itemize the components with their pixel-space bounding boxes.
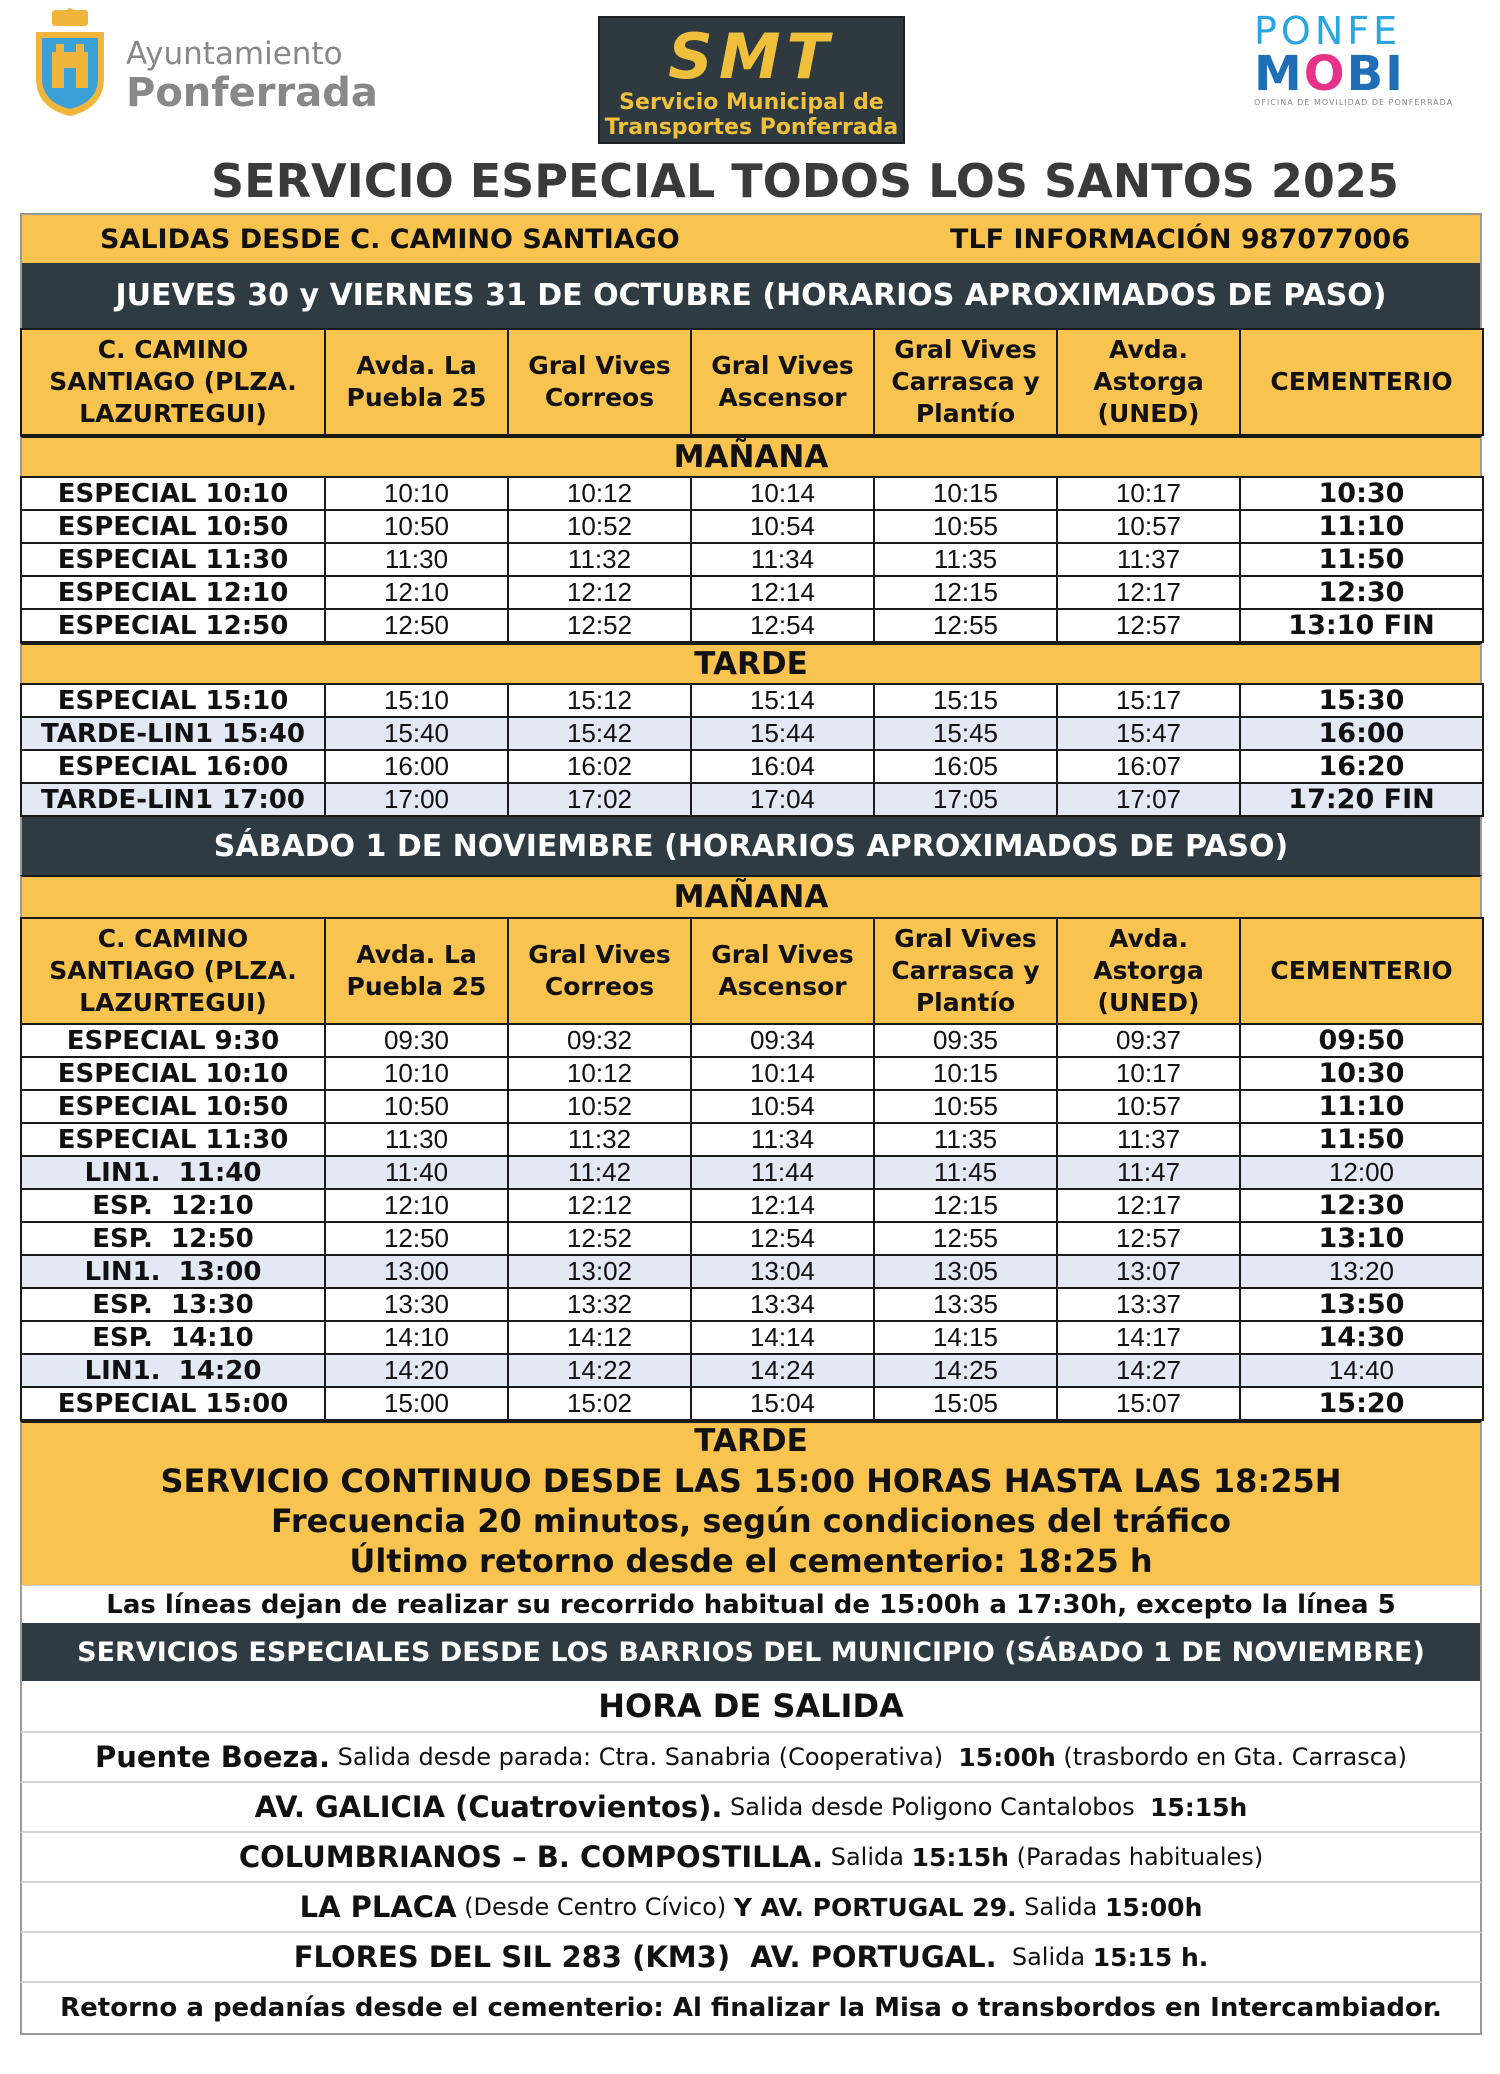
timetable-row [21,1090,1483,1123]
section2-title: SÁBADO 1 DE NOVIEMBRE (HORARIOS APROXIMADOS DE PASO) [20,817,1482,875]
city-shield-icon [30,8,110,118]
barrios-title: SERVICIOS ESPECIALES DESDE LOS BARRIOS DEL MUNICIPIO (SÁBADO 1 DE NOVIEMBRE) [20,1623,1482,1681]
barrio-name: COLUMBRIANOS – B. COMPOSTILLA. [238,1840,824,1874]
barrio-detail-2: Salida [1016,1893,1105,1921]
barrio-name: Puente Boeza. [94,1740,330,1774]
stop-time: 13:02 [508,1255,691,1288]
timetable-row [21,1057,1483,1090]
service-name: ESP. 12:10 [21,1189,325,1222]
barrio-row-av-galicia [20,1783,1482,1833]
barrio-name-2: Y AV. PORTUGAL 29. [733,1892,1017,1922]
timetable-row [21,1024,1483,1057]
stop-time: 12:14 [691,576,874,609]
stop-time: 10:54 [691,1090,874,1123]
stop-time: 16:02 [508,750,691,783]
stop-time: 10:10 [325,1057,508,1090]
stop-time: 13:30 [325,1288,508,1321]
stop-time: 13:32 [508,1288,691,1321]
barrio-detail: Salida desde parada: Ctra. Sanabria (Cooperativa) [329,1743,959,1771]
stop-time: 17:07 [1057,783,1240,816]
stop-time: 10:57 [1057,510,1240,543]
cemetery-time: 16:00 [1240,717,1483,750]
section1-afternoon-table [20,683,1484,817]
stop-time: 15:15 [874,684,1057,717]
stop-time: 09:30 [325,1024,508,1057]
stop-time: 13:07 [1057,1255,1240,1288]
stop-time: 14:12 [508,1321,691,1354]
stop-time: 10:52 [508,510,691,543]
column-header: Gral Vives Carrasca y Plantío [874,918,1057,1024]
stop-time: 12:12 [508,1189,691,1222]
cemetery-time: 11:50 [1240,1123,1483,1156]
stop-time: 15:07 [1057,1387,1240,1420]
frequency-text: Frecuencia 20 minutos, según condiciones del tráfico [271,1502,1231,1540]
barrio-time: 15:15h [911,1842,1009,1872]
stop-time: 10:57 [1057,1090,1240,1123]
stop-time: 12:57 [1057,1222,1240,1255]
stop-time: 13:00 [325,1255,508,1288]
stop-time: 12:52 [508,1222,691,1255]
stop-time: 15:00 [325,1387,508,1420]
timetable-row [21,576,1483,609]
barrio-detail: Salida [823,1843,912,1871]
stop-time: 14:14 [691,1321,874,1354]
service-name: ESPECIAL 10:50 [21,510,325,543]
stop-time: 13:35 [874,1288,1057,1321]
stop-time: 11:44 [691,1156,874,1189]
header [0,0,1500,208]
stop-time: 12:15 [874,576,1057,609]
timetable-row [21,477,1483,510]
section2-table [20,917,1484,1421]
smt-subtitle-2: Transportes Ponferrada [604,115,899,140]
service-name: TARDE-LIN1 15:40 [21,717,325,750]
return-note: Retorno a pedanías desde el cementerio: Al finalizar la Misa o transbordos en Intercambiador. [20,1983,1482,2035]
stop-time: 15:44 [691,717,874,750]
cemetery-time: 15:20 [1240,1387,1483,1420]
cemetery-time: 12:00 [1240,1156,1483,1189]
column-header: CEMENTERIO [1240,329,1483,435]
stop-time: 10:17 [1057,1057,1240,1090]
stop-time: 11:45 [874,1156,1057,1189]
stop-time: 12:10 [325,576,508,609]
stop-time: 14:20 [325,1354,508,1387]
stop-time: 11:37 [1057,543,1240,576]
timetable-row [21,750,1483,783]
stop-time: 11:37 [1057,1123,1240,1156]
mobi-tagline: OFICINA DE MOVILIDAD DE PONFERRADA [1254,98,1454,107]
column-header: Gral Vives Correos [508,918,691,1024]
phone-info: TLF INFORMACIÓN 987077006 [950,223,1410,255]
service-name: ESP. 12:50 [21,1222,325,1255]
ponfe-mobi-logo [1254,9,1454,112]
barrio-name: LA PLACA [299,1890,457,1924]
stop-time: 15:17 [1057,684,1240,717]
stop-time: 12:14 [691,1189,874,1222]
column-header: C. CAMINO SANTIAGO (PLZA. LAZURTEGUI) [21,918,325,1024]
stop-time: 12:50 [325,609,508,642]
cemetery-time: 13:10 FIN [1240,609,1483,642]
ayuntamiento-label: Ayuntamiento [126,36,343,72]
stop-time: 15:42 [508,717,691,750]
service-name: ESPECIAL 15:10 [21,684,325,717]
mobi-o: O [1303,46,1347,102]
stop-time: 12:57 [1057,609,1240,642]
stop-time: 10:12 [508,477,691,510]
service-name: ESP. 13:30 [21,1288,325,1321]
stop-time: 10:52 [508,1090,691,1123]
section2-morning-label: MAÑANA [20,875,1482,917]
stop-time: 15:04 [691,1387,874,1420]
timetable-row [21,1222,1483,1255]
barrio-time: 15:15 h. [1092,1942,1209,1972]
stop-time: 12:55 [874,1222,1057,1255]
stop-time: 15:40 [325,717,508,750]
cemetery-time: 13:20 [1240,1255,1483,1288]
stop-time: 17:02 [508,783,691,816]
stop-time: 12:52 [508,609,691,642]
service-name: ESPECIAL 10:50 [21,1090,325,1123]
barrio-row-puente-boeza [20,1733,1482,1783]
stop-time: 17:00 [325,783,508,816]
ponferrada-label: Ponferrada [126,70,378,116]
section2-afternoon-label: TARDE [20,1421,1482,1459]
column-header: Avda. La Puebla 25 [325,918,508,1024]
stop-time: 10:54 [691,510,874,543]
barrio-name: FLORES DEL SIL 283 (KM3) AV. PORTUGAL. [293,1940,997,1974]
service-name: ESPECIAL 15:00 [21,1387,325,1420]
departures-label: SALIDAS DESDE C. CAMINO SANTIAGO [100,223,680,255]
stop-time: 14:10 [325,1321,508,1354]
departure-time-heading: HORA DE SALIDA [20,1681,1482,1733]
stop-time: 16:05 [874,750,1057,783]
barrio-detail: (Desde Centro Cívico) [456,1893,734,1921]
stop-time: 15:12 [508,684,691,717]
column-header: C. CAMINO SANTIAGO (PLZA. LAZURTEGUI) [21,329,325,435]
stop-time: 11:32 [508,543,691,576]
column-header: Gral Vives Carrasca y Plantío [874,329,1057,435]
stop-time: 10:12 [508,1057,691,1090]
barrio-note: (Paradas habituales) [1008,1843,1264,1871]
timetable-row [21,1156,1483,1189]
cemetery-time: 10:30 [1240,477,1483,510]
column-header: Gral Vives Ascensor [691,329,874,435]
stop-time: 15:45 [874,717,1057,750]
cemetery-time: 15:30 [1240,684,1483,717]
barrio-row-columbrianos [20,1833,1482,1883]
stop-time: 12:17 [1057,576,1240,609]
stop-time: 14:25 [874,1354,1057,1387]
stop-time: 12:17 [1057,1189,1240,1222]
timetable-row [21,1354,1483,1387]
service-name: ESPECIAL 16:00 [21,750,325,783]
cemetery-time: 12:30 [1240,576,1483,609]
timetable-row [21,1189,1483,1222]
column-header: Avda. Astorga (UNED) [1057,329,1240,435]
stop-time: 14:24 [691,1354,874,1387]
timetable-row [21,684,1483,717]
service-name: ESPECIAL 10:10 [21,1057,325,1090]
stop-time: 12:15 [874,1189,1057,1222]
stop-time: 11:42 [508,1156,691,1189]
stop-time: 09:34 [691,1024,874,1057]
barrio-time: 15:00h [1105,1892,1203,1922]
stop-time: 10:55 [874,510,1057,543]
stop-time: 10:50 [325,510,508,543]
stop-time: 09:35 [874,1024,1057,1057]
section1-morning-label: MAÑANA [20,436,1482,476]
service-name: LIN1. 14:20 [21,1354,325,1387]
page-title: SERVICIO ESPECIAL TODOS LOS SANTOS 2025 [211,154,1399,208]
column-header: Avda. La Puebla 25 [325,329,508,435]
barrio-detail: Salida desde Poligono Cantalobos [722,1793,1150,1821]
stop-time: 15:47 [1057,717,1240,750]
section1-afternoon-label: TARDE [20,643,1482,683]
service-name: ESPECIAL 12:50 [21,609,325,642]
stop-time: 09:37 [1057,1024,1240,1057]
column-header: Avda. Astorga (UNED) [1057,918,1240,1024]
table-header [21,918,1483,1024]
barrio-name: AV. GALICIA (Cuatrovientos). [254,1790,723,1824]
stop-time: 11:40 [325,1156,508,1189]
stop-time: 16:04 [691,750,874,783]
stop-time: 17:05 [874,783,1057,816]
continuous-service-text: SERVICIO CONTINUO DESDE LAS 15:00 HORAS HASTA LAS 18:25H [160,1462,1342,1500]
column-header: Gral Vives Correos [508,329,691,435]
stop-time: 13:04 [691,1255,874,1288]
stop-time: 10:15 [874,477,1057,510]
timetable-row [21,1288,1483,1321]
section1-table [20,328,1484,436]
stop-time: 12:54 [691,1222,874,1255]
mobi-bi: BI [1346,46,1406,102]
timetable-row [21,510,1483,543]
stop-time: 10:15 [874,1057,1057,1090]
service-name: LIN1. 13:00 [21,1255,325,1288]
stop-time: 09:32 [508,1024,691,1057]
cemetery-time: 14:30 [1240,1321,1483,1354]
service-name: ESPECIAL 11:30 [21,543,325,576]
column-header: Gral Vives Ascensor [691,918,874,1024]
cemetery-time: 17:20 FIN [1240,783,1483,816]
barrio-detail: Salida [996,1943,1093,1971]
stop-time: 11:34 [691,543,874,576]
info-bar [20,213,1482,263]
timetable-row [21,609,1483,642]
timetable-row [21,1123,1483,1156]
stop-time: 13:05 [874,1255,1057,1288]
stop-time: 15:10 [325,684,508,717]
service-name: LIN1. 11:40 [21,1156,325,1189]
stop-time: 10:17 [1057,477,1240,510]
timetable-row [21,543,1483,576]
cemetery-time: 12:30 [1240,1189,1483,1222]
lines-note: Las líneas dejan de realizar su recorrido habitual de 15:00h a 17:30h, excepto la línea 5 [20,1585,1482,1623]
stop-time: 15:05 [874,1387,1057,1420]
stop-time: 14:17 [1057,1321,1240,1354]
cemetery-time: 14:40 [1240,1354,1483,1387]
service-name: ESPECIAL 10:10 [21,477,325,510]
stop-time: 12:50 [325,1222,508,1255]
timetable-row [21,1255,1483,1288]
service-name: ESPECIAL 12:10 [21,576,325,609]
service-name: ESPECIAL 9:30 [21,1024,325,1057]
cemetery-time: 13:10 [1240,1222,1483,1255]
timetable-row [21,1321,1483,1354]
stop-time: 10:55 [874,1090,1057,1123]
stop-time: 11:30 [325,543,508,576]
smt-logo [598,16,905,144]
stop-time: 13:34 [691,1288,874,1321]
mobi-m: M [1254,46,1304,102]
cemetery-time: 09:50 [1240,1024,1483,1057]
barrio-note: (trasbordo en Gta. Carrasca) [1055,1743,1408,1771]
stop-time: 12:10 [325,1189,508,1222]
stop-time: 12:54 [691,609,874,642]
section1-morning-table [20,476,1484,643]
stop-time: 14:15 [874,1321,1057,1354]
stop-time: 14:22 [508,1354,691,1387]
stop-time: 11:30 [325,1123,508,1156]
smt-logo-text: SMT [668,20,835,93]
cemetery-time: 16:20 [1240,750,1483,783]
timetable-row [21,717,1483,750]
stop-time: 11:35 [874,1123,1057,1156]
stop-time: 16:00 [325,750,508,783]
timetable-row [21,1387,1483,1420]
stop-time: 10:14 [691,477,874,510]
barrio-time: 15:15h [1149,1792,1248,1822]
section1-title: JUEVES 30 y VIERNES 31 DE OCTUBRE (HORARIOS APROXIMADOS DE PASO) [20,263,1482,328]
stop-time: 12:12 [508,576,691,609]
stop-time: 10:14 [691,1057,874,1090]
stop-time: 15:14 [691,684,874,717]
barrio-time: 15:00h [958,1742,1056,1772]
stop-time: 10:50 [325,1090,508,1123]
stop-time: 10:10 [325,477,508,510]
stop-time: 11:47 [1057,1156,1240,1189]
cemetery-time: 11:10 [1240,1090,1483,1123]
service-name: ESPECIAL 11:30 [21,1123,325,1156]
stop-time: 13:37 [1057,1288,1240,1321]
cemetery-time: 10:30 [1240,1057,1483,1090]
stop-time: 14:27 [1057,1354,1240,1387]
column-header: CEMENTERIO [1240,918,1483,1024]
timetable-row [21,783,1483,816]
cemetery-time: 13:50 [1240,1288,1483,1321]
service-name: ESP. 14:10 [21,1321,325,1354]
stop-time: 17:04 [691,783,874,816]
ayuntamiento-logo [30,8,378,118]
table-header [21,329,1483,435]
smt-subtitle-1: Servicio Municipal de [619,90,884,115]
cemetery-time: 11:50 [1240,543,1483,576]
barrio-row-flores-del-sil [20,1933,1482,1983]
cemetery-time: 11:10 [1240,510,1483,543]
barrio-row-la-placa [20,1883,1482,1933]
stop-time: 12:55 [874,609,1057,642]
last-return-text: Último retorno desde el cementerio: 18:25 h [349,1542,1153,1580]
stop-time: 16:07 [1057,750,1240,783]
service-name: TARDE-LIN1 17:00 [21,783,325,816]
continuous-service-block [20,1459,1482,1585]
ponfe-label: PONFE [1254,9,1402,53]
stop-time: 11:32 [508,1123,691,1156]
stop-time: 11:34 [691,1123,874,1156]
stop-time: 15:02 [508,1387,691,1420]
stop-time: 11:35 [874,543,1057,576]
schedule [20,213,1482,2035]
